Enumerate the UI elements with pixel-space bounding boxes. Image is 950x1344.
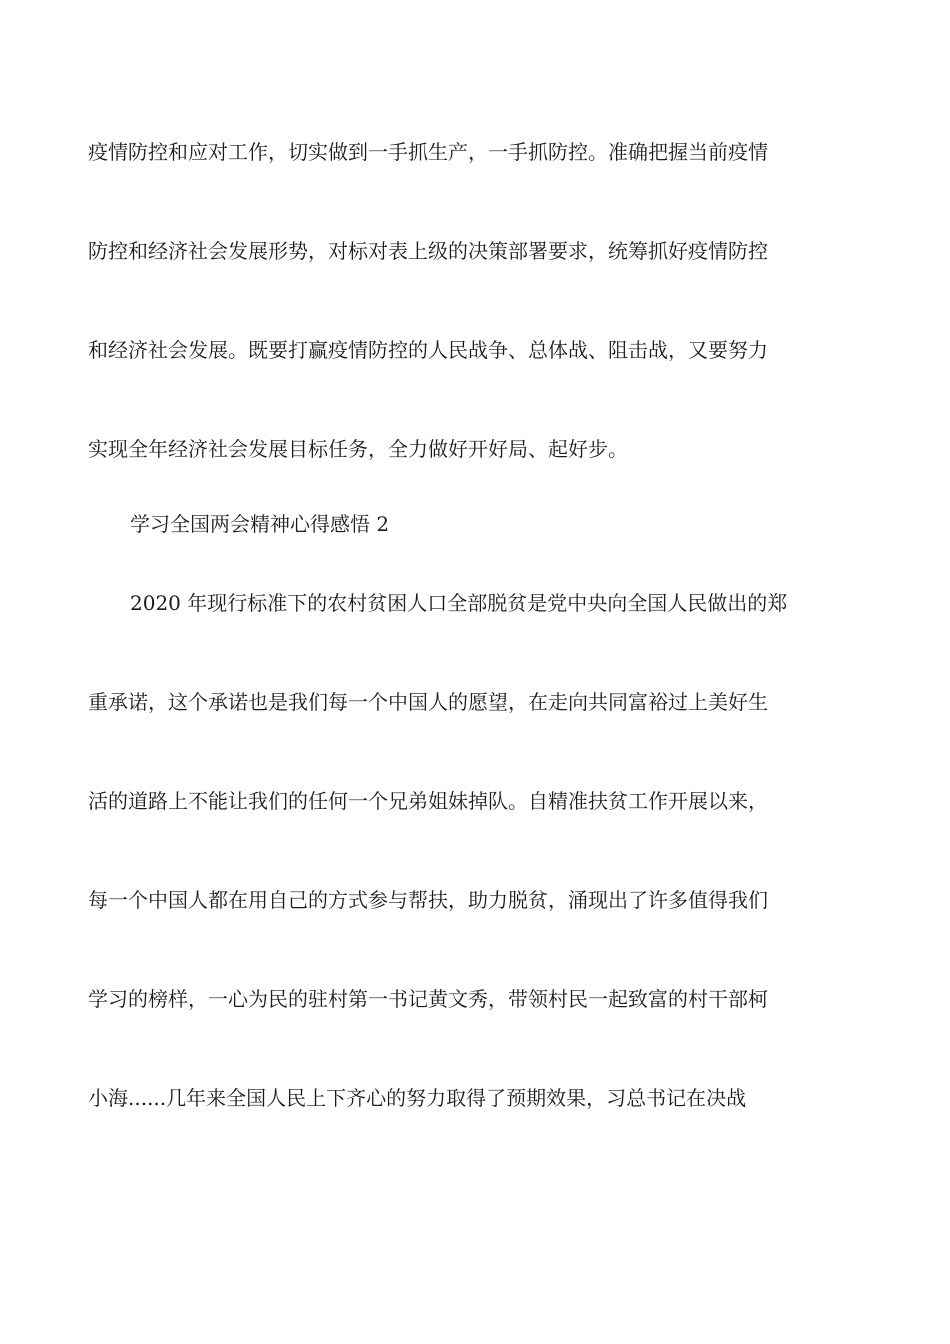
- section-heading: 学习全国两会精神心得感悟 2: [130, 512, 390, 536]
- text-line: 每一个中国人都在用自己的方式参与帮扶，助力脱贫，涌现出了许多值得我们: [88, 888, 768, 912]
- text-line: 和经济社会发展。既要打赢疫情防控的人民战争、总体战、阻击战，又要努力: [88, 338, 768, 362]
- text-line: 实现全年经济社会发展目标任务，全力做好开好局、起好步。: [88, 437, 628, 461]
- text-line: 重承诺，这个承诺也是我们每一个中国人的愿望，在走向共同富裕过上美好生: [88, 690, 768, 714]
- text-line: 小海......几年来全国人民上下齐心的努力取得了预期效果，习总书记在决战: [88, 1086, 747, 1110]
- text-line: 防控和经济社会发展形势，对标对表上级的决策部署要求，统筹抓好疫情防控: [88, 239, 768, 263]
- text-line: 活的道路上不能让我们的任何一个兄弟姐妹掉队。自精准扶贫工作开展以来，: [88, 789, 768, 813]
- text-line: 疫情防控和应对工作，切实做到一手抓生产，一手抓防控。准确把握当前疫情: [88, 140, 768, 164]
- paragraph-first-line: 2020 年现行标准下的农村贫困人口全部脱贫是党中央向全国人民做出的郑: [130, 591, 788, 615]
- text-line: 学习的榜样，一心为民的驻村第一书记黄文秀，带领村民一起致富的村干部柯: [88, 987, 768, 1011]
